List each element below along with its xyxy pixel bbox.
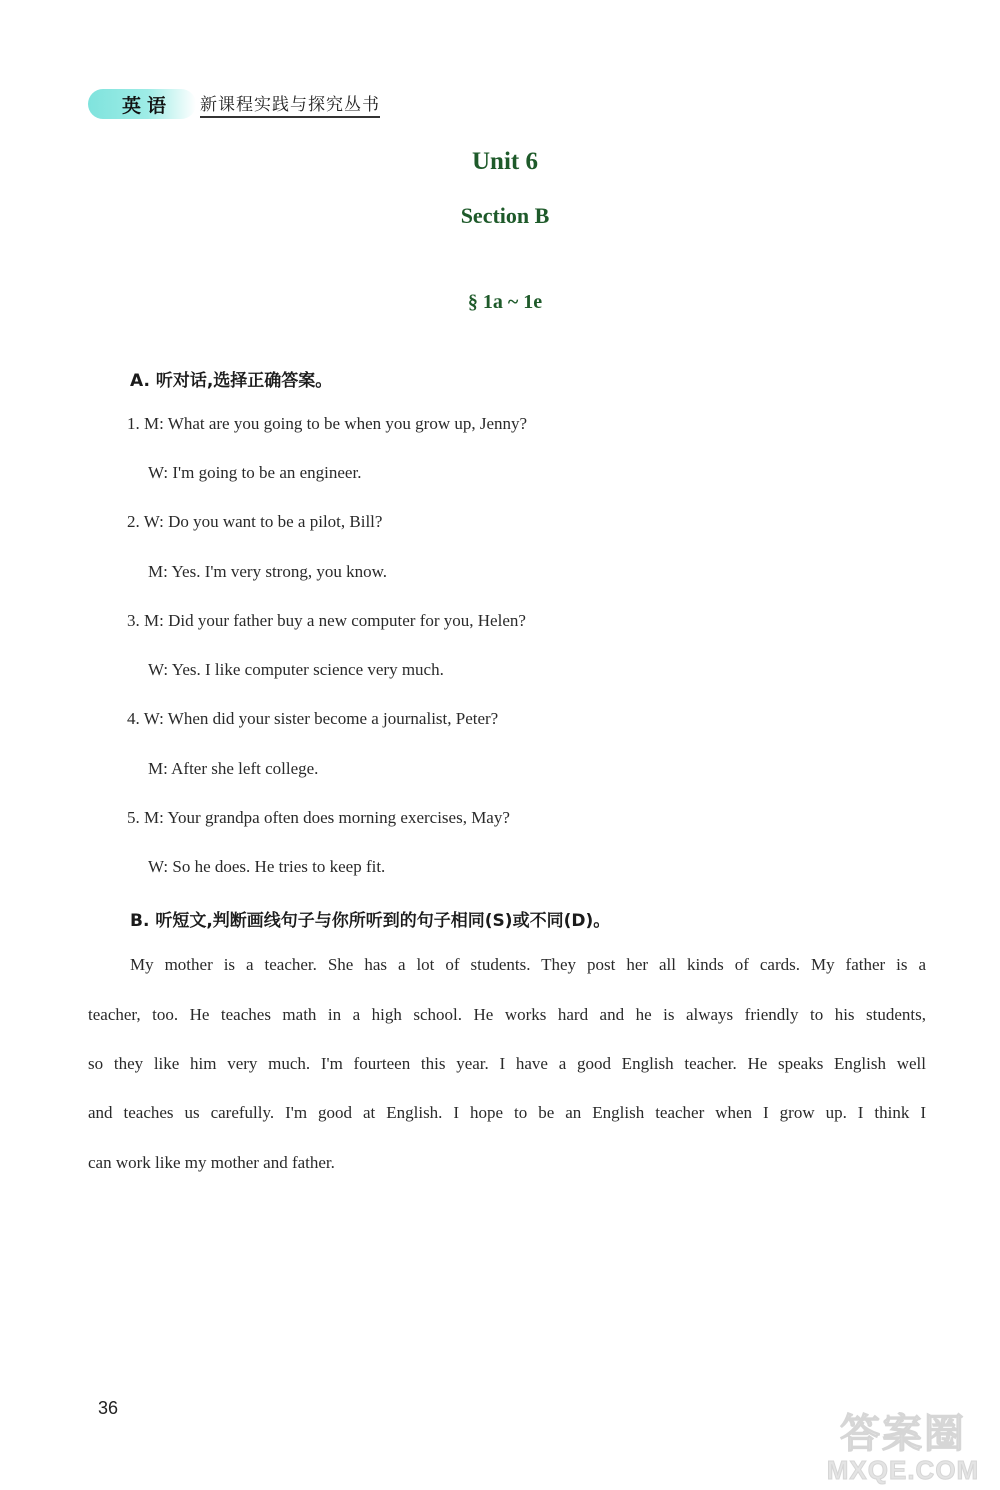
dialogue-line: W: Yes. I like computer science very much. <box>148 660 444 679</box>
dialogue-line: 4. W: When did your sister become a journalist, Peter? <box>127 709 499 728</box>
part-a-instruction: A. 听对话,选择正确答案。 <box>130 371 333 391</box>
part-b-instruction: B. 听短文,判断画线句子与你所听到的句子相同(S)或不同(D)。 <box>130 911 611 931</box>
watermark-url: MXQE.COM <box>826 1455 980 1485</box>
passage-line: My mother is a teacher. She has a lot of students. They post her all kinds of cards. My father is a <box>130 955 926 974</box>
subject-tab: 英语 <box>88 89 196 119</box>
passage-line: teacher, too. He teaches math in a high school. He works hard and he is always friendly to his students, <box>88 1005 926 1024</box>
dialogue-line: W: So he does. He tries to keep fit. <box>148 857 386 876</box>
passage-line: can work like my mother and father. <box>88 1153 335 1172</box>
subsection-title: § 1a ~ 1e <box>467 291 543 313</box>
section-title: Section B <box>460 203 550 228</box>
passage-line: and teaches us carefully. I'm good at English. I hope to be an English teacher when I grow up. I think I <box>88 1103 926 1122</box>
watermark-logo: 答案圈 <box>840 1412 966 1456</box>
series-title: 新课程实践与探究丛书 <box>200 90 380 118</box>
dialogue-line: 2. W: Do you want to be a pilot, Bill? <box>127 512 383 531</box>
dialogue-line: M: Yes. I'm very strong, you know. <box>148 562 388 581</box>
passage-line: so they like him very much. I'm fourteen this year. I have a good English teacher. He speaks English well <box>88 1054 926 1073</box>
dialogue-line: 5. M: Your grandpa often does morning exercises, May? <box>127 808 510 827</box>
unit-title: Unit 6 <box>472 148 538 175</box>
dialogue-line: 1. M: What are you going to be when you grow up, Jenny? <box>127 414 528 433</box>
dialogue-line: 3. M: Did your father buy a new computer for you, Helen? <box>127 611 526 630</box>
page-header <box>88 88 380 120</box>
page-number: 36 <box>98 1398 119 1418</box>
dialogue-line: M: After she left college. <box>148 759 319 778</box>
watermark <box>818 1402 988 1486</box>
dialogue-line: W: I'm going to be an engineer. <box>148 463 362 482</box>
